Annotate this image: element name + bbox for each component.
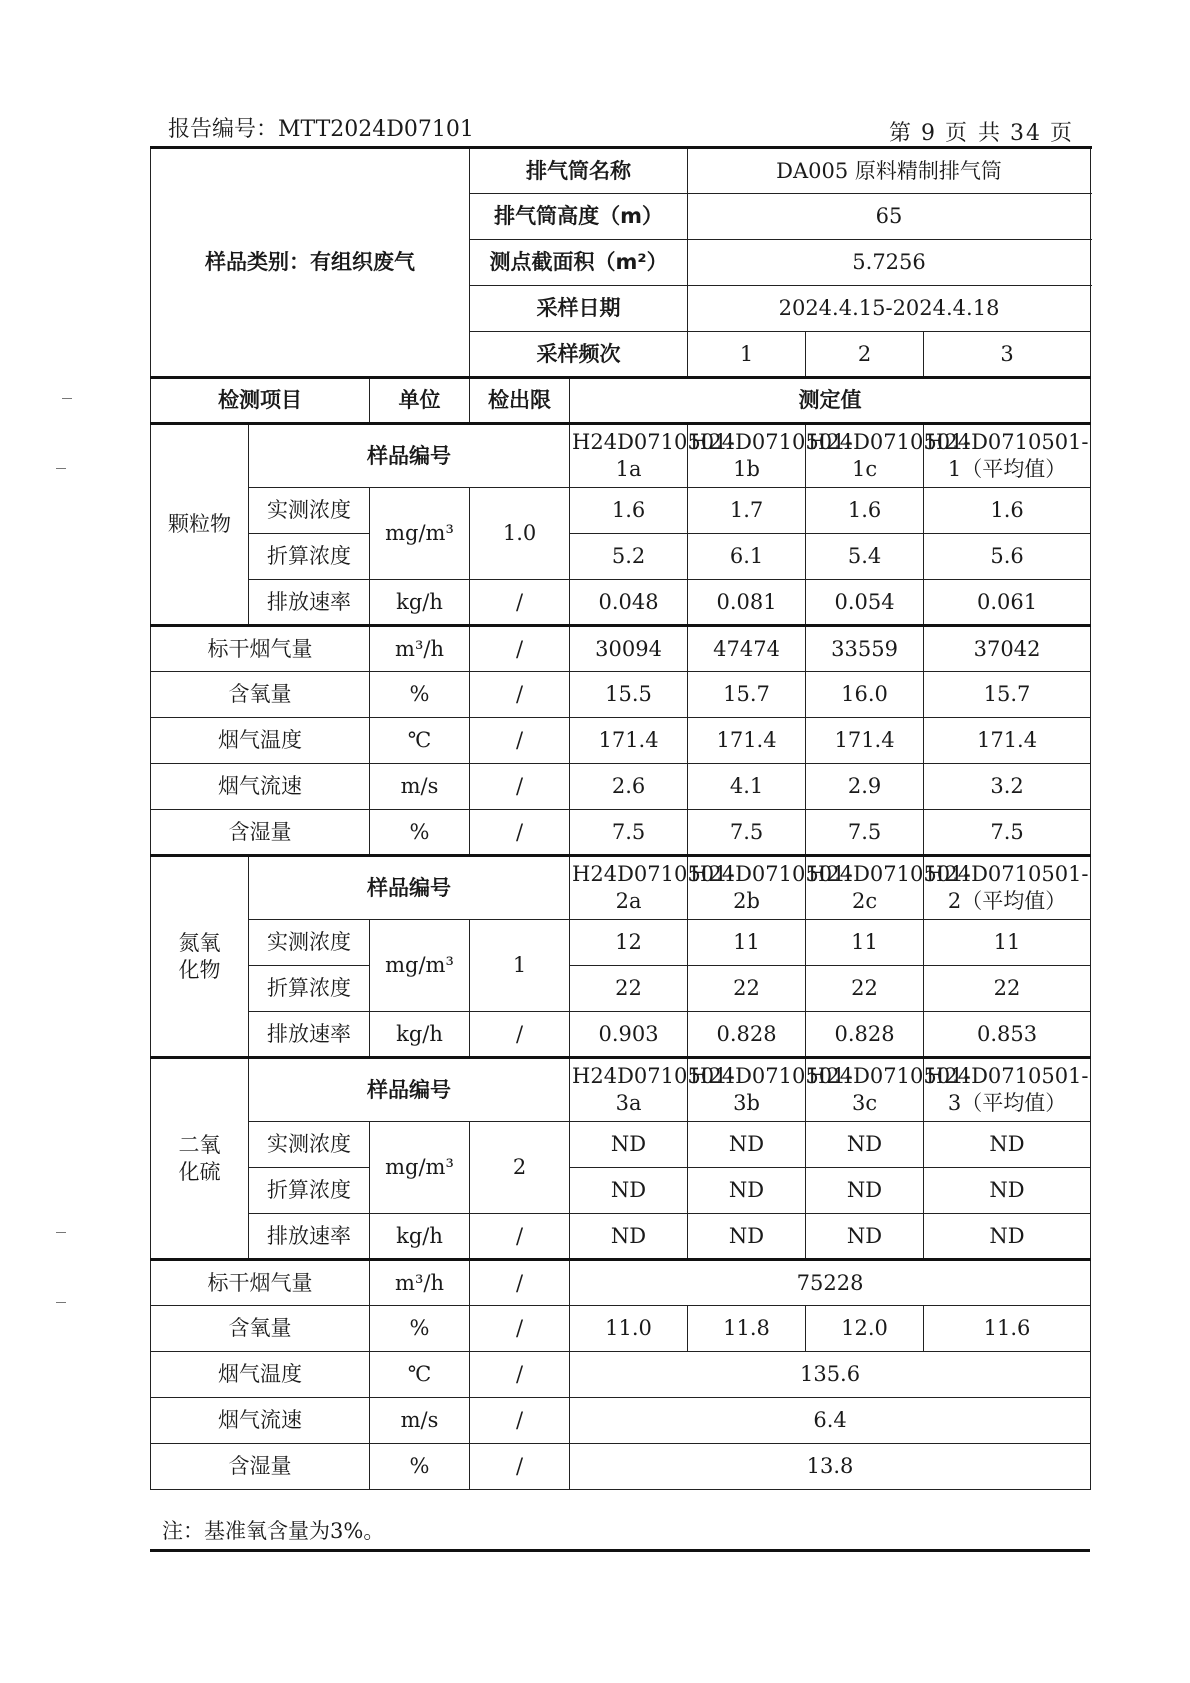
value-cell: 3.2 — [924, 764, 1091, 810]
limit-cell: / — [470, 580, 570, 626]
value-cell: 0.061 — [924, 580, 1091, 626]
value-cell: 135.6 — [570, 1352, 1091, 1398]
col-header-limit: 检出限 — [470, 378, 570, 424]
value-cell: ND — [688, 1214, 806, 1260]
emission-test-table — [150, 146, 1091, 1490]
unit-cell: % — [370, 810, 470, 856]
value-cell: ND — [570, 1214, 688, 1260]
value-cell: 7.5 — [570, 810, 688, 856]
value-cell: ND — [806, 1122, 924, 1168]
row-label: 排放速率 — [249, 580, 370, 626]
value-cell: 11 — [806, 920, 924, 966]
value-cell: 22 — [924, 966, 1091, 1012]
param-label: 含湿量 — [151, 1444, 370, 1490]
param-label: 烟气流速 — [151, 1398, 370, 1444]
param-label: 烟气温度 — [151, 718, 370, 764]
value-cell: 7.5 — [688, 810, 806, 856]
value-cell: ND — [806, 1214, 924, 1260]
value-cell: ND — [924, 1168, 1091, 1214]
limit-cell: / — [470, 626, 570, 672]
unit-cell: m/s — [370, 1398, 470, 1444]
frequency-cell: 2 — [806, 332, 924, 378]
pollutant-name: 二氧化硫 — [151, 1058, 249, 1260]
value-cell: 5.4 — [806, 534, 924, 580]
limit-cell: / — [470, 810, 570, 856]
unit-cell: m³/h — [370, 1260, 470, 1306]
info-label: 排气筒高度（m） — [470, 194, 688, 240]
footnote: 注：基准氧含量为3%。 — [162, 1519, 385, 1543]
value-cell: 6.4 — [570, 1398, 1091, 1444]
value-cell: 0.853 — [924, 1012, 1091, 1058]
value-cell: 2.6 — [570, 764, 688, 810]
value-cell: 1.6 — [570, 488, 688, 534]
limit-cell: / — [470, 1306, 570, 1352]
value-cell: 75228 — [570, 1260, 1091, 1306]
param-label: 烟气温度 — [151, 1352, 370, 1398]
value-cell: 7.5 — [924, 810, 1091, 856]
value-cell: 4.1 — [688, 764, 806, 810]
limit-cell: / — [470, 1352, 570, 1398]
value-cell: ND — [688, 1122, 806, 1168]
unit-cell: % — [370, 1444, 470, 1490]
value-cell: 15.7 — [688, 672, 806, 718]
value-cell: 171.4 — [688, 718, 806, 764]
sample-id: H24D0710501-3b — [688, 1058, 806, 1122]
unit-cell: kg/h — [370, 580, 470, 626]
value-cell: 0.828 — [806, 1012, 924, 1058]
scan-mark — [62, 398, 72, 399]
value-cell: 12.0 — [806, 1306, 924, 1352]
sample-id: H24D0710501-2（平均值） — [924, 856, 1091, 920]
unit-cell: % — [370, 1306, 470, 1352]
unit-cell: m/s — [370, 764, 470, 810]
stack-name: DA005 原料精制排气筒 — [688, 148, 1091, 194]
detect-limit: 1 — [470, 920, 570, 1012]
frequency-cell: 3 — [924, 332, 1091, 378]
sample-category: 样品类别：有组织废气 — [151, 148, 470, 378]
detect-limit: 1.0 — [470, 488, 570, 580]
limit-cell: / — [470, 718, 570, 764]
unit-cell: kg/h — [370, 1214, 470, 1260]
value-cell: 0.048 — [570, 580, 688, 626]
value-cell: 7.5 — [806, 810, 924, 856]
row-label: 排放速率 — [249, 1214, 370, 1260]
value-cell: 1.6 — [806, 488, 924, 534]
value-cell: 11 — [924, 920, 1091, 966]
value-cell: ND — [806, 1168, 924, 1214]
value-cell: 16.0 — [806, 672, 924, 718]
sample-id: H24D0710501-1a — [570, 424, 688, 488]
value-cell: 47474 — [688, 626, 806, 672]
sample-id: H24D0710501-3c — [806, 1058, 924, 1122]
limit-cell: / — [470, 672, 570, 718]
param-label: 含氧量 — [151, 1306, 370, 1352]
value-cell: 11.6 — [924, 1306, 1091, 1352]
limit-cell: / — [470, 764, 570, 810]
sample-id: H24D0710501-1（平均值） — [924, 424, 1091, 488]
value-cell: 22 — [806, 966, 924, 1012]
value-cell: 1.6 — [924, 488, 1091, 534]
info-label: 测点截面积（m²） — [470, 240, 688, 286]
value-cell: 11.8 — [688, 1306, 806, 1352]
unit-cell: ℃ — [370, 1352, 470, 1398]
scan-mark — [56, 1302, 66, 1303]
sample-id-label: 样品编号 — [249, 424, 570, 488]
sample-id: H24D0710501-2c — [806, 856, 924, 920]
value-cell: 5.6 — [924, 534, 1091, 580]
conc-unit: mg/m³ — [370, 920, 470, 1012]
value-cell: ND — [924, 1122, 1091, 1168]
value-cell: 0.903 — [570, 1012, 688, 1058]
pollutant-name: 颗粒物 — [151, 424, 249, 626]
limit-cell: / — [470, 1444, 570, 1490]
value-cell: 12 — [570, 920, 688, 966]
scan-mark — [56, 468, 66, 469]
value-cell: 0.054 — [806, 580, 924, 626]
row-label: 实测浓度 — [249, 920, 370, 966]
info-label: 排气筒名称 — [470, 148, 688, 194]
sample-id: H24D0710501-3a — [570, 1058, 688, 1122]
sample-id: H24D0710501-1b — [688, 424, 806, 488]
unit-cell: ℃ — [370, 718, 470, 764]
info-label: 采样日期 — [470, 286, 688, 332]
unit-cell: kg/h — [370, 1012, 470, 1058]
frequency-cell: 1 — [688, 332, 806, 378]
value-cell: ND — [570, 1168, 688, 1214]
param-label: 含湿量 — [151, 810, 370, 856]
limit-cell: / — [470, 1012, 570, 1058]
col-header-unit: 单位 — [370, 378, 470, 424]
sample-id: H24D0710501-1c — [806, 424, 924, 488]
value-cell: 171.4 — [806, 718, 924, 764]
sample-id-label: 样品编号 — [249, 856, 570, 920]
value-cell: 15.7 — [924, 672, 1091, 718]
value-cell: 5.2 — [570, 534, 688, 580]
value-cell: ND — [924, 1214, 1091, 1260]
bottom-rule — [150, 1549, 1090, 1552]
pollutant-name: 氮氧化物 — [151, 856, 249, 1058]
param-label: 烟气流速 — [151, 764, 370, 810]
value-cell: 0.828 — [688, 1012, 806, 1058]
value-cell: 171.4 — [924, 718, 1091, 764]
limit-cell: / — [470, 1260, 570, 1306]
limit-cell: / — [470, 1214, 570, 1260]
param-label: 标干烟气量 — [151, 626, 370, 672]
param-label: 含氧量 — [151, 672, 370, 718]
value-cell: 6.1 — [688, 534, 806, 580]
value-cell: 22 — [688, 966, 806, 1012]
value-cell: 1.7 — [688, 488, 806, 534]
sample-id: H24D0710501-2a — [570, 856, 688, 920]
col-header-item: 检测项目 — [151, 378, 370, 424]
value-cell: ND — [688, 1168, 806, 1214]
limit-cell: / — [470, 1398, 570, 1444]
value-cell: 30094 — [570, 626, 688, 672]
report-number: 报告编号：MTT2024D07101 — [168, 117, 474, 142]
row-label: 折算浓度 — [249, 1168, 370, 1214]
value-cell: 37042 — [924, 626, 1091, 672]
conc-unit: mg/m³ — [370, 488, 470, 580]
unit-cell: m³/h — [370, 626, 470, 672]
page-indicator: 第 9 页 共 34 页 — [888, 121, 1074, 146]
value-cell: 171.4 — [570, 718, 688, 764]
frequency-label: 采样频次 — [470, 332, 688, 378]
value-cell: 33559 — [806, 626, 924, 672]
value-cell: 22 — [570, 966, 688, 1012]
sample-id: H24D0710501-3（平均值） — [924, 1058, 1091, 1122]
row-label: 排放速率 — [249, 1012, 370, 1058]
row-label: 折算浓度 — [249, 966, 370, 1012]
value-cell: 0.081 — [688, 580, 806, 626]
cross-section-area: 5.7256 — [688, 240, 1091, 286]
conc-unit: mg/m³ — [370, 1122, 470, 1214]
col-header-measured: 测定值 — [570, 378, 1091, 424]
value-cell: 15.5 — [570, 672, 688, 718]
value-cell: 2.9 — [806, 764, 924, 810]
value-cell: 11.0 — [570, 1306, 688, 1352]
row-label: 实测浓度 — [249, 488, 370, 534]
sample-id-label: 样品编号 — [249, 1058, 570, 1122]
row-label: 实测浓度 — [249, 1122, 370, 1168]
sampling-date: 2024.4.15-2024.4.18 — [688, 286, 1091, 332]
stack-height: 65 — [688, 194, 1091, 240]
row-label: 折算浓度 — [249, 534, 370, 580]
detect-limit: 2 — [470, 1122, 570, 1214]
sample-id: H24D0710501-2b — [688, 856, 806, 920]
param-label: 标干烟气量 — [151, 1260, 370, 1306]
unit-cell: % — [370, 672, 470, 718]
value-cell: ND — [570, 1122, 688, 1168]
scan-mark — [56, 1232, 66, 1233]
value-cell: 13.8 — [570, 1444, 1091, 1490]
value-cell: 11 — [688, 920, 806, 966]
